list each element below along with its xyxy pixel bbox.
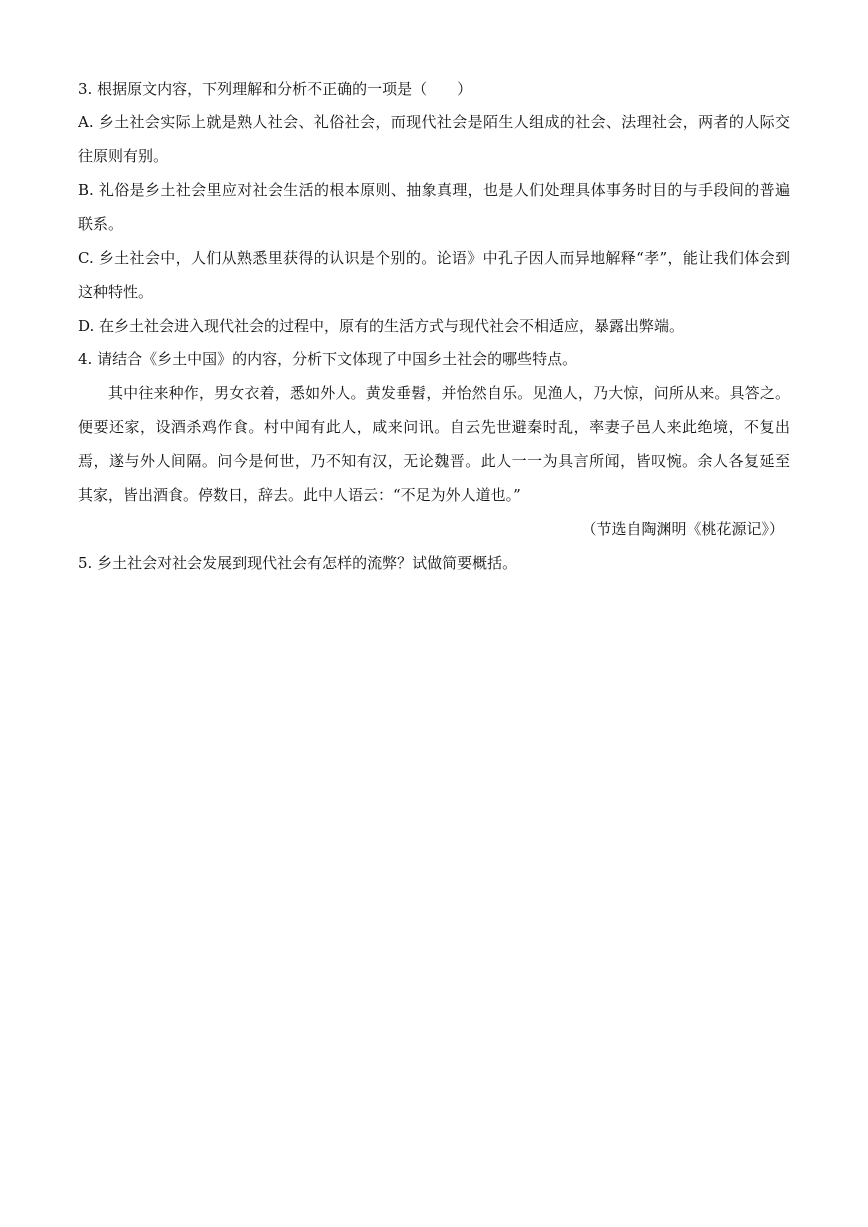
essay-p1-line-4 xyxy=(78,824,790,844)
essay-p1-line-5 xyxy=(78,858,790,878)
essay-p2-line-2 xyxy=(78,994,790,1014)
essay-title xyxy=(0,655,868,675)
question-3-option-d: D. 在乡土社会进入现代社会的过程中，原有的生活方式与现代社会不相适应，暴露出弊端。 xyxy=(78,317,685,335)
essay-p1-line-1 xyxy=(108,722,790,742)
question-3-stem: 3. 根据原文内容，下列理解和分析不正确的一项是（ ） xyxy=(78,80,473,98)
essay-p2-line-5 xyxy=(78,1096,790,1116)
essay-p2-line-4 xyxy=(78,1062,790,1082)
question-3-option-a-line-1: A. 乡土社会实际上就是熟人社会、礼俗社会，而现代社会是陌生人组成的社会、法理社会，两者的人际交 xyxy=(78,113,790,131)
question-3-option-c-line-1: C. 乡土社会中，人们从熟悉里获得的认识是个别的。论语》中孔子因人而异地解释“孝”，能让我们体会到 xyxy=(78,249,790,267)
question-4-passage-line-3: 焉，遂与外人间隔。问今是何世，乃不知有汉，无论魏晋。此人一一为具言所闻，皆叹惋。余人各复延至 xyxy=(78,452,790,470)
essay-p1-line-6 xyxy=(78,892,790,912)
essay-author xyxy=(0,689,868,709)
question-3-option-c-line-2: 这种特性。 xyxy=(78,283,154,301)
question-3-option-b-line-1: B. 礼俗是乡土社会里应对社会生活的根本原则、抽象真理，也是人们处理具体事务时目的与手段间的普遍 xyxy=(78,181,790,199)
question-3-option-b-line-2: 联系。 xyxy=(78,215,124,233)
question-3-option-a-line-2: 往原则有别。 xyxy=(78,147,169,165)
question-4-stem: 4. 请结合《乡土中国》的内容，分析下文体现了中国乡土社会的哪些特点。 xyxy=(78,350,578,368)
essay-p2-line-3 xyxy=(78,1028,790,1048)
question-4-passage-line-2: 便要还家，设酒杀鸡作食。村中闻有此人，咸来问讯。自云先世避秦时乱，率妻子邑人来此绝境，不复出 xyxy=(78,418,790,436)
essay-p2-line-1 xyxy=(108,960,790,980)
question-4-source: （节选自陶渊明《桃花源记》） xyxy=(581,520,784,538)
question-4-passage-line-1: 其中往来种作，男女衣着，悉如外人。黄发垂髫，并怡然自乐。见渔人，乃大惊，问所从来。具答之。 xyxy=(108,384,790,402)
essay-p1-line-2 xyxy=(78,756,790,776)
question-4-passage-line-4: 其家，皆出酒食。停数日，辞去。此中人语云：“不足为外人道也。” xyxy=(78,486,521,504)
question-5-stem: 5. 乡土社会对社会发展到现代社会有怎样的流弊？试做简要概括。 xyxy=(78,554,518,572)
essay-p1-line-3 xyxy=(78,790,790,810)
